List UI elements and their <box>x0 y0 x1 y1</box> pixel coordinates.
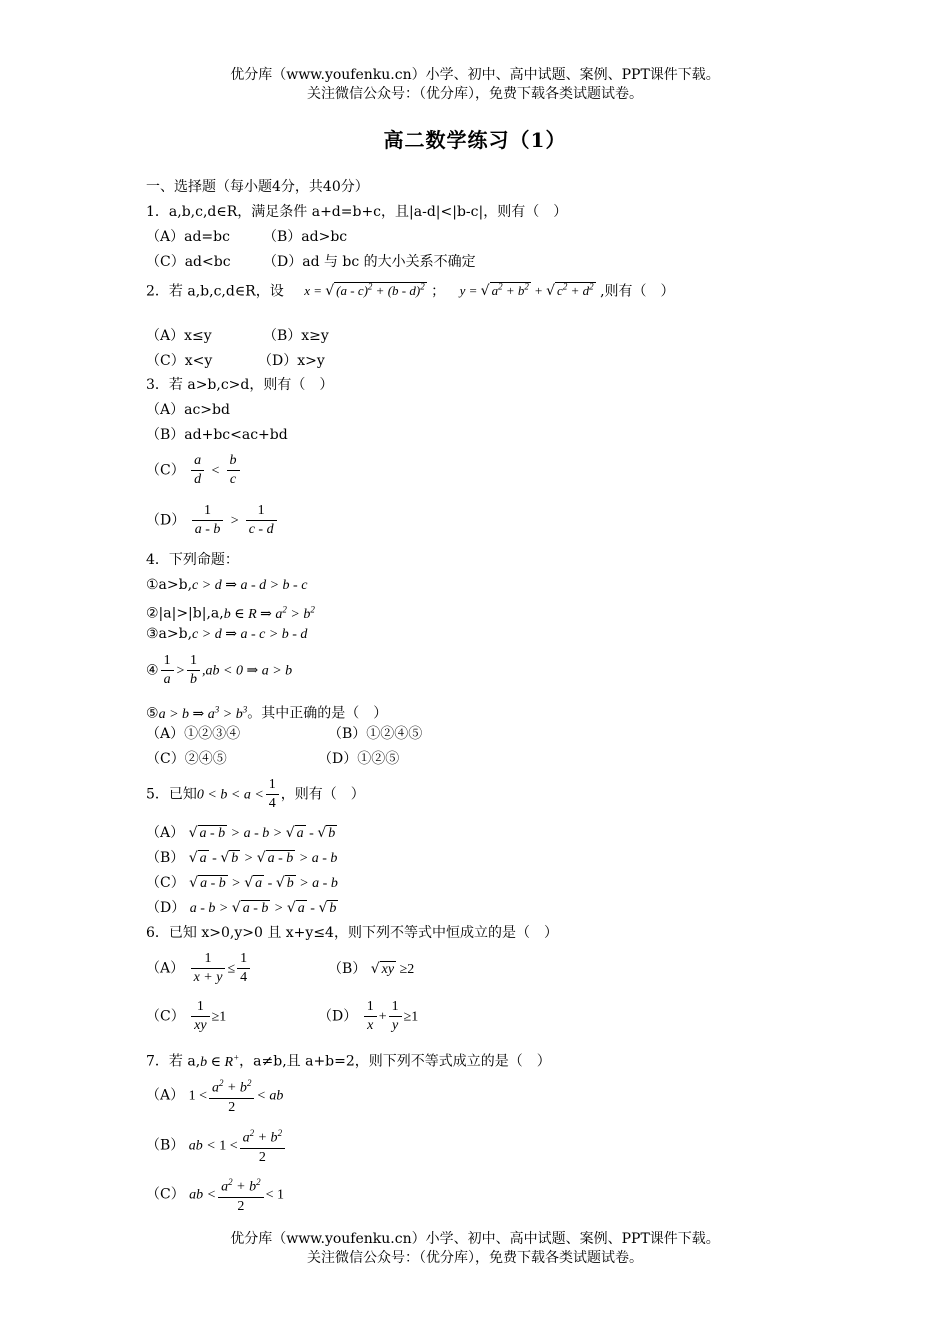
q5-option-c-label: （C） <box>146 875 185 891</box>
question-4-stem: 4．下列命题： <box>146 552 239 568</box>
q1-option-a: （A）ad=bc <box>146 229 230 245</box>
q7-option-b-label: （B） <box>146 1137 185 1154</box>
q6-option-a-label: （A） <box>146 960 185 977</box>
q3-option-a: （A）ac>bd <box>146 402 230 418</box>
proposition-3-label: ③a>b, <box>146 626 193 642</box>
q5-option-c: （C） √ a - b > √ a - √ b > a - b <box>146 875 338 891</box>
fraction-1-over-c-minus-d: $\frac{1}{c - d}$ <box>246 502 277 539</box>
q1-option-b: （B）ad>bc <box>263 229 348 245</box>
proposition-4-label: ④ <box>146 662 159 679</box>
q3-option-d: （D） $\frac{1}{a - b}$ > $\frac{1}{c - d}$ <box>146 502 279 539</box>
question-1-stem: 1．a,b,c,d∈R，满足条件 a+d=b+c，且|a-d|<|b-c|，则有（ ） <box>146 204 568 220</box>
q2-y-formula: y = √ $a^2 + b^2$ + √ $c^2 + d^2$ <box>459 282 594 300</box>
proposition-5: ⑤a > b ⇒ $a^3 > b^3$。其中正确的是（ ） <box>146 704 388 722</box>
q7-option-a: （A） 1 < $\frac{a^2 + b^2}{2}$ < ab <box>146 1074 283 1117</box>
q2-option-b: （B）x≥y <box>263 328 329 344</box>
q5-option-d-label: （D） <box>146 900 186 916</box>
fraction-b-over-c: $\frac{b}{c}$ <box>227 452 240 489</box>
question-5-stem: 5．已知 <box>146 786 197 803</box>
q2-option-d: （D）x>y <box>258 353 325 369</box>
proposition-4: ④ $\frac{1}{a}$ > $\frac{1}{b}$ ,ab < 0 ⇒ a > b <box>146 653 293 687</box>
q5-option-b: （B） √ a - √ b > √ a - b > a - b <box>146 850 338 866</box>
question-5: 5．已知0 < b < a < $\frac{1}{4}$ ，则有（ ） <box>146 777 365 811</box>
header-line-2: 关注微信公众号：（优分库），免费下载各类试题试卷。 <box>307 86 643 102</box>
q5-option-d: （D） a - b > √ a - b > √ a - √ b <box>146 900 337 916</box>
q7-option-c: （C） ab < $\frac{a^2 + b^2}{2}$ < 1 <box>146 1173 284 1216</box>
q4-option-b: （B）①②④⑤ <box>328 726 423 742</box>
header-line-1: 优分库（www.youfenku.cn）小学、初中、高中试题、案例、PPT课件下载。 <box>230 67 720 83</box>
fraction-1-over-a-minus-b: $\frac{1}{a - b}$ <box>192 502 224 539</box>
q6-option-c: （C） $\frac{1}{xy}$ ≥1 <box>146 999 227 1033</box>
q2-option-a: （A）x≤y <box>146 328 212 344</box>
q3-option-d-label: （D） <box>146 512 186 529</box>
question-2: 2．若 a,b,c,d∈R，设 x = √ (a - c)$^2$ + (b - d)$^2$ ； y = √ $a^2 + b^2$ + √ $c^2 + d^2$ ,则有（ ） <box>146 282 675 300</box>
proposition-1: ①a>b,c > d ⇒ a - d > b - c <box>146 577 308 593</box>
q6-option-c-label: （C） <box>146 1008 185 1025</box>
q3-option-c-label: （C） <box>146 462 185 479</box>
q6-option-d-label: （D） <box>318 1008 358 1025</box>
question-5-tail: ，则有（ ） <box>280 786 365 803</box>
question-7-stem-pre: 7．若 a, <box>146 1053 201 1070</box>
question-7: 7．若 a,b ∈ R+，a≠b,且 a+b=2，则下列不等式成立的是（ ） <box>146 1052 551 1070</box>
q6-option-b-label: （B） <box>328 961 367 977</box>
footer-line-1: 优分库（www.youfenku.cn）小学、初中、高中试题、案例、PPT课件下载。 <box>230 1231 720 1247</box>
section-heading: 一、选择题（每小题4分，共40分） <box>146 179 369 195</box>
question-7-stem-post: ，a≠b,且 a+b=2，则下列不等式成立的是（ ） <box>239 1053 551 1070</box>
q1-option-d: （D）ad 与 bc 的大小关系不确定 <box>263 254 476 270</box>
footer-line-2: 关注微信公众号：（优分库），免费下载各类试题试卷。 <box>307 1250 643 1266</box>
q1-option-c: （C）ad<bc <box>146 254 231 270</box>
q2-option-c: （C）x<y <box>146 353 213 369</box>
question-6-stem: 6．已知 x>0,y>0 且 x+y≤4，则下列不等式中恒成立的是（ ） <box>146 925 558 941</box>
q4-option-d: （D）①②⑤ <box>318 751 400 767</box>
proposition-5-tail: 。其中正确的是（ ） <box>247 705 388 722</box>
q4-option-c: （C）②④⑤ <box>146 751 227 767</box>
fraction-a-over-d: $\frac{a}{d}$ <box>191 452 204 489</box>
q3-option-c: （C） $\frac{a}{d}$ < $\frac{b}{c}$ <box>146 452 242 489</box>
q6-option-d: （D） $\frac{1}{x}$ + $\frac{1}{y}$ ≥1 <box>318 999 419 1033</box>
proposition-1-label: ①a>b, <box>146 577 193 593</box>
q5-option-b-label: （B） <box>146 850 185 866</box>
page-title: 高二数学练习（1） <box>383 128 567 152</box>
question-2-stem: 2．若 a,b,c,d∈R，设 <box>146 283 284 300</box>
proposition-5-label: ⑤ <box>146 705 159 722</box>
question-3-stem: 3．若 a>b,c>d，则有（ ） <box>146 377 334 393</box>
q5-option-a: （A） √ a - b > a - b > √ a - √ b <box>146 825 336 841</box>
q6-option-b: （B） √ xy ≥2 <box>328 961 415 977</box>
q7-option-c-label: （C） <box>146 1186 185 1203</box>
proposition-3: ③a>b,c > d ⇒ a - c > b - d <box>146 626 308 642</box>
proposition-2-label: ②|a|>|b|,a, <box>146 605 224 622</box>
q2-x-formula: x = √ (a - c)$^2$ + (b - d)$^2$ <box>304 282 425 300</box>
q5-option-a-label: （A） <box>146 825 185 841</box>
q4-option-a: （A）①②③④ <box>146 726 241 742</box>
q6-option-a: （A） $\frac{1}{x + y}$ ≤ $\frac{1}{4}$ <box>146 950 252 987</box>
q7-option-b: （B） ab < 1 < $\frac{a^2 + b^2}{2}$ <box>146 1124 287 1167</box>
question-2-tail: ,则有（ ） <box>600 283 675 300</box>
q7-option-a-label: （A） <box>146 1087 185 1104</box>
proposition-2: ②|a|>|b|,a,b ∈ R ⇒ $a^2 > b^2$ <box>146 604 315 622</box>
q3-option-b: （B）ad+bc<ac+bd <box>146 427 288 443</box>
